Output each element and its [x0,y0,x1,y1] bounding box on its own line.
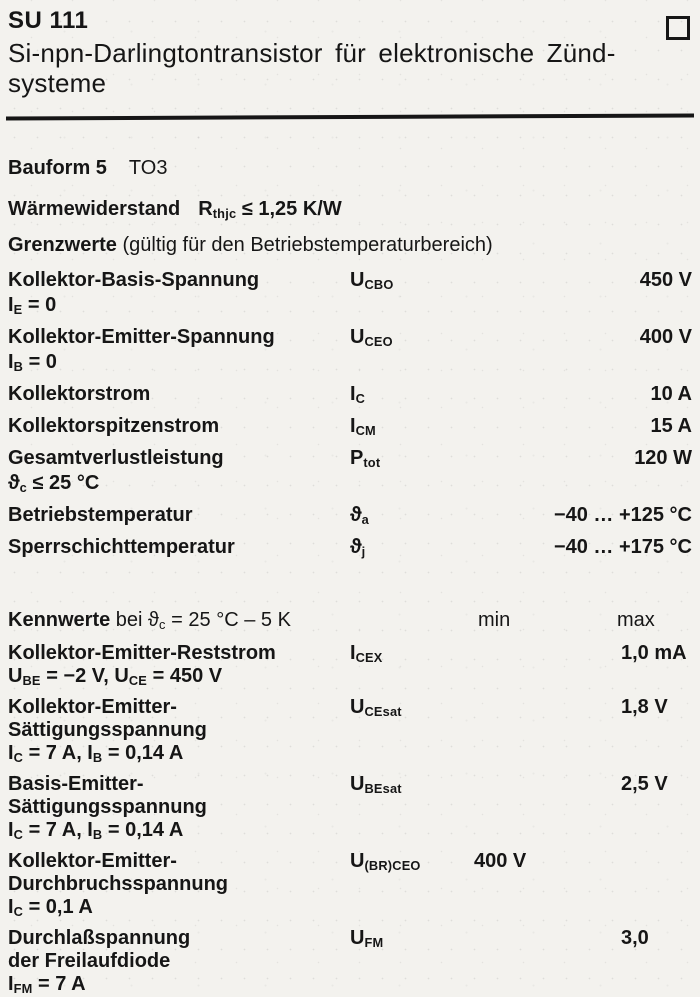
table-row [8,535,692,561]
row-label-line: Sättigungsspannung [8,719,207,741]
row-label-line: Basis-Emitter- [8,773,144,795]
row-label-line: Kollektorspitzenstrom [8,415,220,437]
page-title-line1: Si-npn-Darlingtontransistor für elektronische Zünd- [8,38,616,68]
row-symbol: ICEX [350,642,383,665]
row-label-line: Kollektor-Emitter- [8,696,177,718]
row-symbol: ICM [350,415,376,438]
characteristics-heading-bold: Kennwerte [8,609,111,631]
row-value: −40 … +125 °C [553,504,692,526]
table-row [8,927,692,997]
thermal-resistance-line [8,196,692,224]
column-header-min: min [478,609,511,631]
package-value: TO3 [128,157,168,179]
row-label-line: IC = 7 A, IB = 0,14 A [8,742,184,765]
row-symbol: U(BR)CEO [350,850,421,873]
table-row [8,773,692,843]
table-row [8,268,692,319]
grenzwerte-table [8,268,692,561]
row-value: 400 V [639,326,692,348]
row-max-value: 1,8 V [621,696,668,718]
row-label [8,850,350,920]
row-max-value: 2,5 V [621,773,668,795]
column-header-max: max [617,609,655,631]
row-label [8,927,350,997]
row-label-line: Sättigungsspannung [8,796,207,818]
row-label-line: Kollektor-Basis-Spannung [8,269,260,291]
table-row [8,325,692,376]
row-symbol: UFM [350,927,384,950]
row-value: 450 V [639,269,692,291]
row-label [8,446,350,497]
row-label-line: IC = 7 A, IB = 0,14 A [8,819,184,842]
characteristics-heading [8,608,470,634]
row-symbol: Ptot [350,447,381,470]
page-title-line2: systeme [8,68,107,98]
row-max-value [617,850,692,920]
row-label-line: IB = 0 [8,351,57,374]
row-label-line: Sperrschichttemperatur [8,536,235,558]
row-label-line: Kollektor-Emitter-Reststrom [8,642,276,664]
row-label [8,414,350,440]
row-symbol: UBEsat [350,773,402,796]
row-label-line: Betriebstemperatur [8,504,193,526]
thermal-resistance-value: Rthjc ≤ 1,25 K/W [198,198,342,221]
part-number: SU 111 [8,7,89,34]
row-min-value: 400 V [474,850,527,872]
limit-values-heading [8,232,692,258]
row-label-line: Durchlaßspannung [8,927,191,949]
row-label [8,535,350,561]
limit-values-heading-note: (gültig für den Betriebstemperaturbereich) [116,234,493,256]
row-label-line: Kollektorstrom [8,383,151,405]
table-row [8,850,692,920]
package-label: Bauform 5 [8,157,107,179]
row-label [8,503,350,529]
package-line [8,155,692,181]
row-max-value: 3,0 [621,927,649,949]
row-label-line: Durchbruchsspannung [8,873,229,895]
row-label-line: Kollektor-Emitter-Spannung [8,326,275,348]
table-row [8,696,692,766]
row-value: 10 A [650,383,692,405]
thermal-resistance-label: Wärmewiderstand [8,198,181,220]
row-min-value [470,642,617,689]
row-label-line: Kollektor-Emitter- [8,850,177,872]
table-row [8,414,692,440]
header-divider [6,113,694,120]
table-row [8,446,692,497]
row-label-line: ϑc ≤ 25 °C [8,472,100,495]
row-label [8,696,350,766]
table-row [8,503,692,529]
row-symbol: UCEO [350,326,393,349]
characteristics-heading-row [8,608,692,634]
row-symbol: ϑa [350,504,369,527]
row-label-line: IE = 0 [8,294,57,317]
row-symbol: UCBO [350,269,394,292]
row-symbol: UCEsat [350,696,402,719]
table-row [8,642,692,689]
row-label [8,268,350,319]
row-label [8,642,350,689]
row-label [8,325,350,376]
row-value: 120 W [634,447,692,469]
row-min-value [470,927,617,997]
characteristics-heading-conditions: bei ϑc = 25 °C – 5 K [110,609,291,632]
row-symbol: IC [350,383,366,406]
row-value: −40 … +175 °C [553,536,692,558]
row-label-line: IC = 0,1 A [8,896,93,919]
row-label [8,382,350,408]
row-label-line: der Freilaufdiode [8,950,171,972]
limit-values-heading-bold: Grenzwerte [8,234,117,256]
row-max-value: 1,0 mA [621,642,687,664]
corner-square-icon [666,16,690,40]
row-label-line: Gesamtverlustleistung [8,447,224,469]
row-label [8,773,350,843]
page-title [8,38,692,98]
row-label-line: IFM = 7 A [8,973,86,996]
kennwerte-table [8,642,692,997]
row-min-value [470,696,617,766]
row-symbol: ϑj [350,536,366,559]
table-row [8,382,692,408]
row-value: 15 A [650,415,692,437]
row-min-value [470,773,617,843]
row-label-line: UBE = −2 V, UCE = 450 V [8,665,223,688]
